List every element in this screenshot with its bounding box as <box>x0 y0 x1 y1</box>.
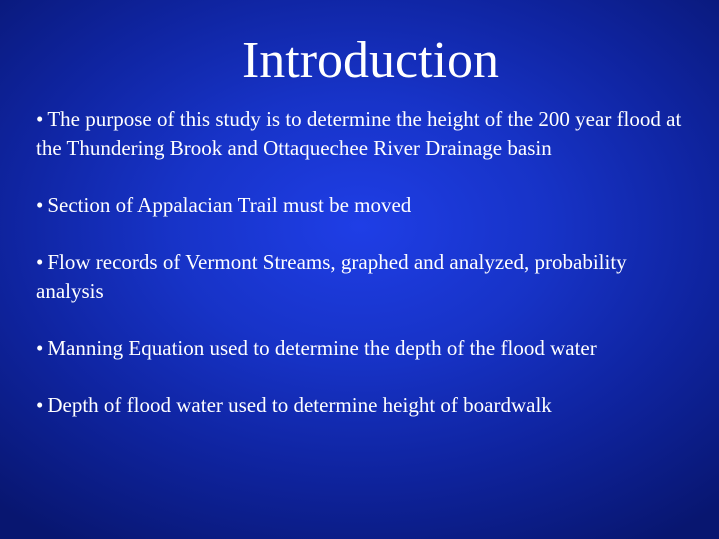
slide-title: Introduction <box>241 32 500 89</box>
bullet-text: Manning Equation used to determine the depth of the flood water <box>47 336 597 360</box>
bullet-text: Section of Appalacian Trail must be moved <box>47 193 412 217</box>
bullet-item <box>36 105 686 163</box>
bullet-text: Depth of flood water used to determine height of boardwalk <box>47 393 552 417</box>
bullet-marker: • <box>36 107 44 131</box>
bullet-marker: • <box>36 193 44 217</box>
bullet-text: Flow records of Vermont Streams, graphed and analyzed, probability analysis <box>36 250 627 303</box>
bullet-list <box>36 105 686 448</box>
bullet-item <box>36 334 686 363</box>
bullet-marker: • <box>36 250 44 274</box>
bullet-marker: • <box>36 393 44 417</box>
bullet-item <box>36 191 686 220</box>
bullet-text: The purpose of this study is to determine the height of the 200 year flood at the Thundering Brook and Ottaquechee River Drainage basin <box>36 107 682 160</box>
bullet-item <box>36 248 686 306</box>
bullet-item <box>36 391 686 420</box>
bullet-marker: • <box>36 336 44 360</box>
